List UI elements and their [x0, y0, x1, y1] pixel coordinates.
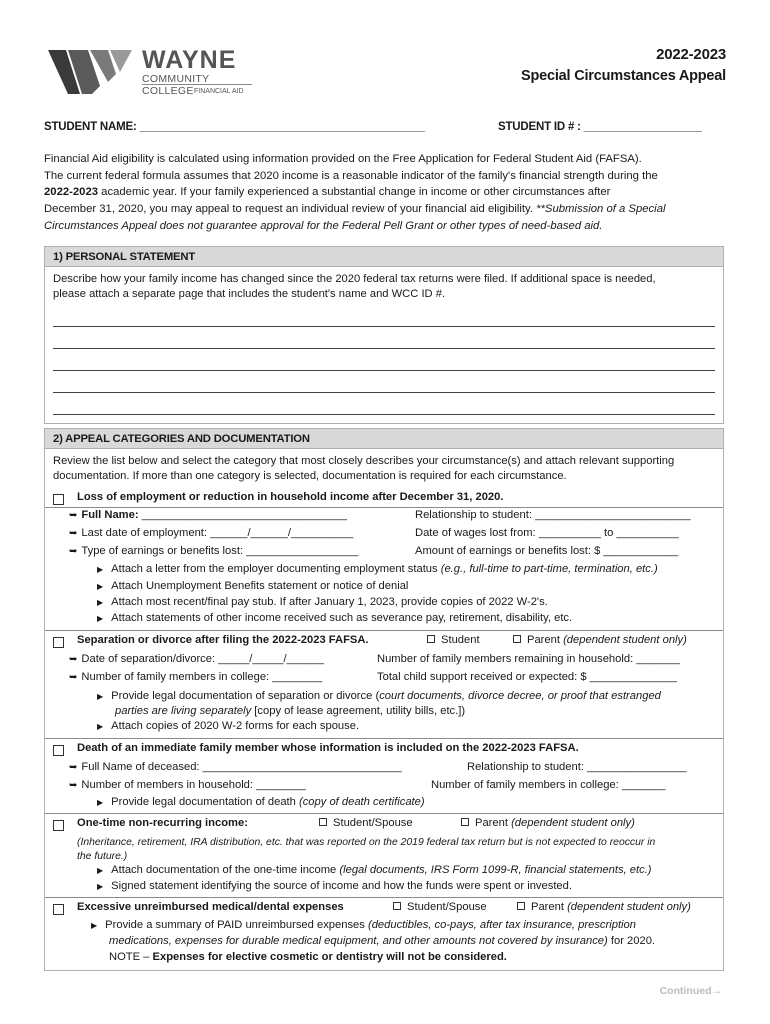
intro-text: academic year. If your family experienced a substantial change in income or other circumstances after — [98, 186, 611, 199]
instruction-text: Signed statement identifying the source of income and how the funds were spent or invested. — [111, 880, 572, 892]
bullet-icon: ▶ — [97, 798, 104, 807]
section-description: please attach a separate page that includes the student's name and WCC ID #. — [53, 288, 446, 300]
bullet-icon: ▶ — [97, 565, 104, 574]
option-note: (dependent student only) — [511, 817, 635, 829]
personal-statement-section — [44, 246, 724, 424]
one-time-income-checkbox[interactable] — [53, 820, 64, 831]
wcc-w-mark-icon — [46, 44, 136, 100]
category-medical-expenses — [45, 898, 723, 970]
category-death-of-family-member — [45, 739, 723, 814]
instruction-text: [copy of lease agreement, utility bills, etc.]) — [251, 705, 466, 717]
arrow-icon: ➥ — [69, 762, 78, 773]
arrow-icon: ➥ — [69, 780, 78, 791]
instruction-text: Attach documentation of the one-time income — [111, 864, 340, 876]
arrow-icon: ➥ — [69, 546, 78, 557]
instruction-text: Attach copies of 2020 W-2 forms for each spouse. — [111, 720, 360, 732]
separation-date-field[interactable]: Date of separation/divorce: _____/_____/______ — [81, 653, 324, 665]
members-in-college-field[interactable]: Number of family members in college: _______ — [431, 779, 666, 791]
bullet-icon: ▶ — [97, 722, 104, 731]
instruction-text: Attach Unemployment Benefits statement or notice of denial — [111, 580, 409, 592]
bullet-icon: ▶ — [97, 692, 104, 701]
arrow-icon: ➥ — [69, 510, 78, 521]
student-id-field[interactable]: STUDENT ID # : ___________________ — [498, 121, 702, 133]
student-option-checkbox[interactable] — [427, 635, 435, 643]
last-date-employment-field[interactable]: Last date of employment: ______/______/__________ — [81, 527, 354, 539]
bullet-icon: ▶ — [91, 921, 98, 930]
intro-paragraph — [44, 151, 730, 235]
instruction-text: Provide a summary of PAID unreimbursed expenses — [105, 919, 368, 931]
deceased-name-field[interactable]: Full Name of deceased: ________________________________ — [81, 761, 402, 773]
form-title: Special Circumstances Appeal — [520, 68, 726, 84]
college-logo — [46, 44, 256, 100]
earnings-type-field[interactable]: Type of earnings or benefits lost: __________________ — [81, 545, 359, 557]
relationship-field[interactable]: Relationship to student: _________________________ — [415, 509, 691, 521]
loss-of-employment-checkbox[interactable] — [53, 494, 64, 505]
bullet-icon: ▶ — [97, 614, 104, 623]
intro-line — [44, 201, 730, 218]
continued-label: Continued→ — [659, 985, 722, 997]
intro-text: December 31, 2020, you may appeal to request an individual review of your financial aid eligibility. — [44, 203, 537, 216]
intro-line: Financial Aid eligibility is calculated using information provided on the Free Application for Federal Student Aid (FAFSA). — [44, 153, 642, 165]
logo-subtitle: COMMUNITY COLLEGE — [142, 73, 210, 97]
category-loss-of-employment — [45, 488, 723, 631]
instruction-text: Provide legal documentation of death — [111, 796, 299, 808]
option-note: (dependent student only) — [563, 634, 687, 646]
instruction-note: (deductibles, co-pays, after tax insurance, prescription — [367, 919, 636, 931]
section-description: Describe how your family income has changed since the 2020 federal tax returns were filed. If additional space is needed, — [53, 273, 656, 285]
members-in-college-field[interactable]: Number of family members in college: ________ — [81, 671, 323, 683]
category-title: Separation or divorce after filing the 2022-2023 FAFSA. — [77, 634, 369, 646]
bullet-icon: ▶ — [97, 882, 104, 891]
option-label: Parent — [475, 817, 512, 829]
logo-rule — [142, 84, 252, 85]
instruction-note: (copy of death certificate) — [298, 796, 425, 808]
parent-option-checkbox[interactable] — [513, 635, 521, 643]
arrow-icon: ➥ — [69, 654, 78, 665]
disclaimer-text: **Submission of a Special — [536, 203, 666, 216]
student-name-field[interactable]: STUDENT NAME: ______________________________________________ — [44, 121, 425, 133]
instruction-note: medications, expenses for durable medical equipment, and other amounts not covered by insurance) — [109, 935, 608, 947]
academic-year: 2022-2023 — [44, 186, 99, 199]
arrow-icon: ➥ — [69, 672, 78, 683]
field-label: Full Name: — [81, 509, 142, 521]
instruction-text: for 2020. — [607, 935, 656, 947]
instruction-text: Provide legal documentation of separation or divorce ( — [111, 690, 380, 702]
section-description: Review the list below and select the category that most closely describes your circumstance(s) and attach relevant supporting — [53, 455, 675, 467]
section-heading: 2) APPEAL CATEGORIES AND DOCUMENTATION — [45, 429, 723, 449]
instruction-note: (legal documents, IRS Form 1099-R, financial statements, etc.) — [339, 864, 652, 876]
parent-option-checkbox[interactable] — [517, 902, 525, 910]
statement-line[interactable] — [53, 305, 715, 327]
category-title: One-time non-recurring income: — [77, 817, 248, 829]
bullet-icon: ▶ — [97, 598, 104, 607]
intro-line: The current federal formula assumes that 2020 income is a reasonable indicator of the family's financial strength during the — [44, 169, 658, 182]
intro-line — [44, 184, 730, 201]
appeal-categories-section — [44, 428, 724, 971]
note-label: NOTE – — [109, 951, 153, 963]
instruction-text: Attach statements of other income received such as severance pay, retirement, disability, etc. — [111, 612, 573, 624]
option-label: Parent — [531, 901, 568, 913]
parent-option-checkbox[interactable] — [461, 818, 469, 826]
logo-dept: FINANCIAL AID — [194, 88, 244, 95]
option-label: Student — [441, 634, 480, 646]
category-note: the future.) — [77, 851, 128, 862]
arrow-icon: ➥ — [69, 528, 78, 539]
full-name-field[interactable]: _________________________________ — [141, 509, 348, 521]
category-one-time-income — [45, 814, 723, 898]
option-label: Student/Spouse — [407, 901, 487, 913]
statement-line[interactable] — [53, 393, 715, 415]
relationship-field[interactable]: Relationship to student: ________________ — [467, 761, 687, 773]
option-label: Parent — [527, 634, 564, 646]
statement-line[interactable] — [53, 327, 715, 349]
household-members-field[interactable]: Number of family members remaining in household: _______ — [377, 653, 680, 665]
child-support-field[interactable]: Total child support received or expected: $ ______________ — [377, 671, 677, 683]
section-description: documentation. If more than one category is selected, documentation is required for each circumstance. — [53, 470, 567, 482]
category-title: Excessive unreimbursed medical/dental expenses — [77, 901, 344, 913]
earnings-amount-field[interactable]: Amount of earnings or benefits lost: $ ____________ — [415, 545, 679, 557]
disclaimer-text: Circumstances Appeal does not guarantee approval for the Federal Pell Grant or other types of need-based aid. — [44, 219, 603, 232]
category-title: Death of an immediate family member whose information is included on the 2022-2023 FAFSA. — [77, 742, 579, 754]
instruction-note: (e.g., full-time to part-time, termination, etc.) — [440, 563, 658, 575]
category-title: Loss of employment or reduction in household income after December 31, 2020. — [77, 491, 504, 503]
statement-line[interactable] — [53, 349, 715, 371]
bullet-icon: ▶ — [97, 582, 104, 591]
bullet-icon: ▶ — [97, 866, 104, 875]
separation-divorce-checkbox[interactable] — [53, 637, 64, 648]
death-of-family-checkbox[interactable] — [53, 745, 64, 756]
section-heading: 1) PERSONAL STATEMENT — [45, 247, 723, 267]
student-spouse-option-checkbox[interactable] — [393, 902, 401, 910]
wages-lost-date-field[interactable]: Date of wages lost from: __________ to __________ — [415, 527, 679, 539]
option-note: (dependent student only) — [567, 901, 691, 913]
instruction-note: parties are living separately — [115, 705, 252, 717]
form-year: 2022-2023 — [656, 46, 726, 63]
note-text: Expenses for elective cosmetic or dentistry will not be considered. — [152, 951, 507, 963]
instruction-note: court documents, divorce decree, or proof that estranged — [379, 690, 661, 702]
statement-line[interactable] — [53, 371, 715, 393]
category-note: (Inheritance, retirement, IRA distribution, etc. that was reported on the 2019 federal tax return but is not expected to reoccur in — [77, 837, 656, 848]
logo-wordmark: WAYNE — [142, 46, 237, 74]
instruction-text: Attach most recent/final pay stub. If after January 1, 2023, provide copies of 2022 W-2's. — [111, 596, 548, 608]
option-label: Student/Spouse — [333, 817, 413, 829]
instruction-text: Attach a letter from the employer documenting employment status — [111, 563, 441, 575]
medical-expenses-checkbox[interactable] — [53, 904, 64, 915]
student-spouse-option-checkbox[interactable] — [319, 818, 327, 826]
household-members-field[interactable]: Number of members in household: ________ — [81, 779, 306, 791]
category-separation-divorce — [45, 631, 723, 739]
